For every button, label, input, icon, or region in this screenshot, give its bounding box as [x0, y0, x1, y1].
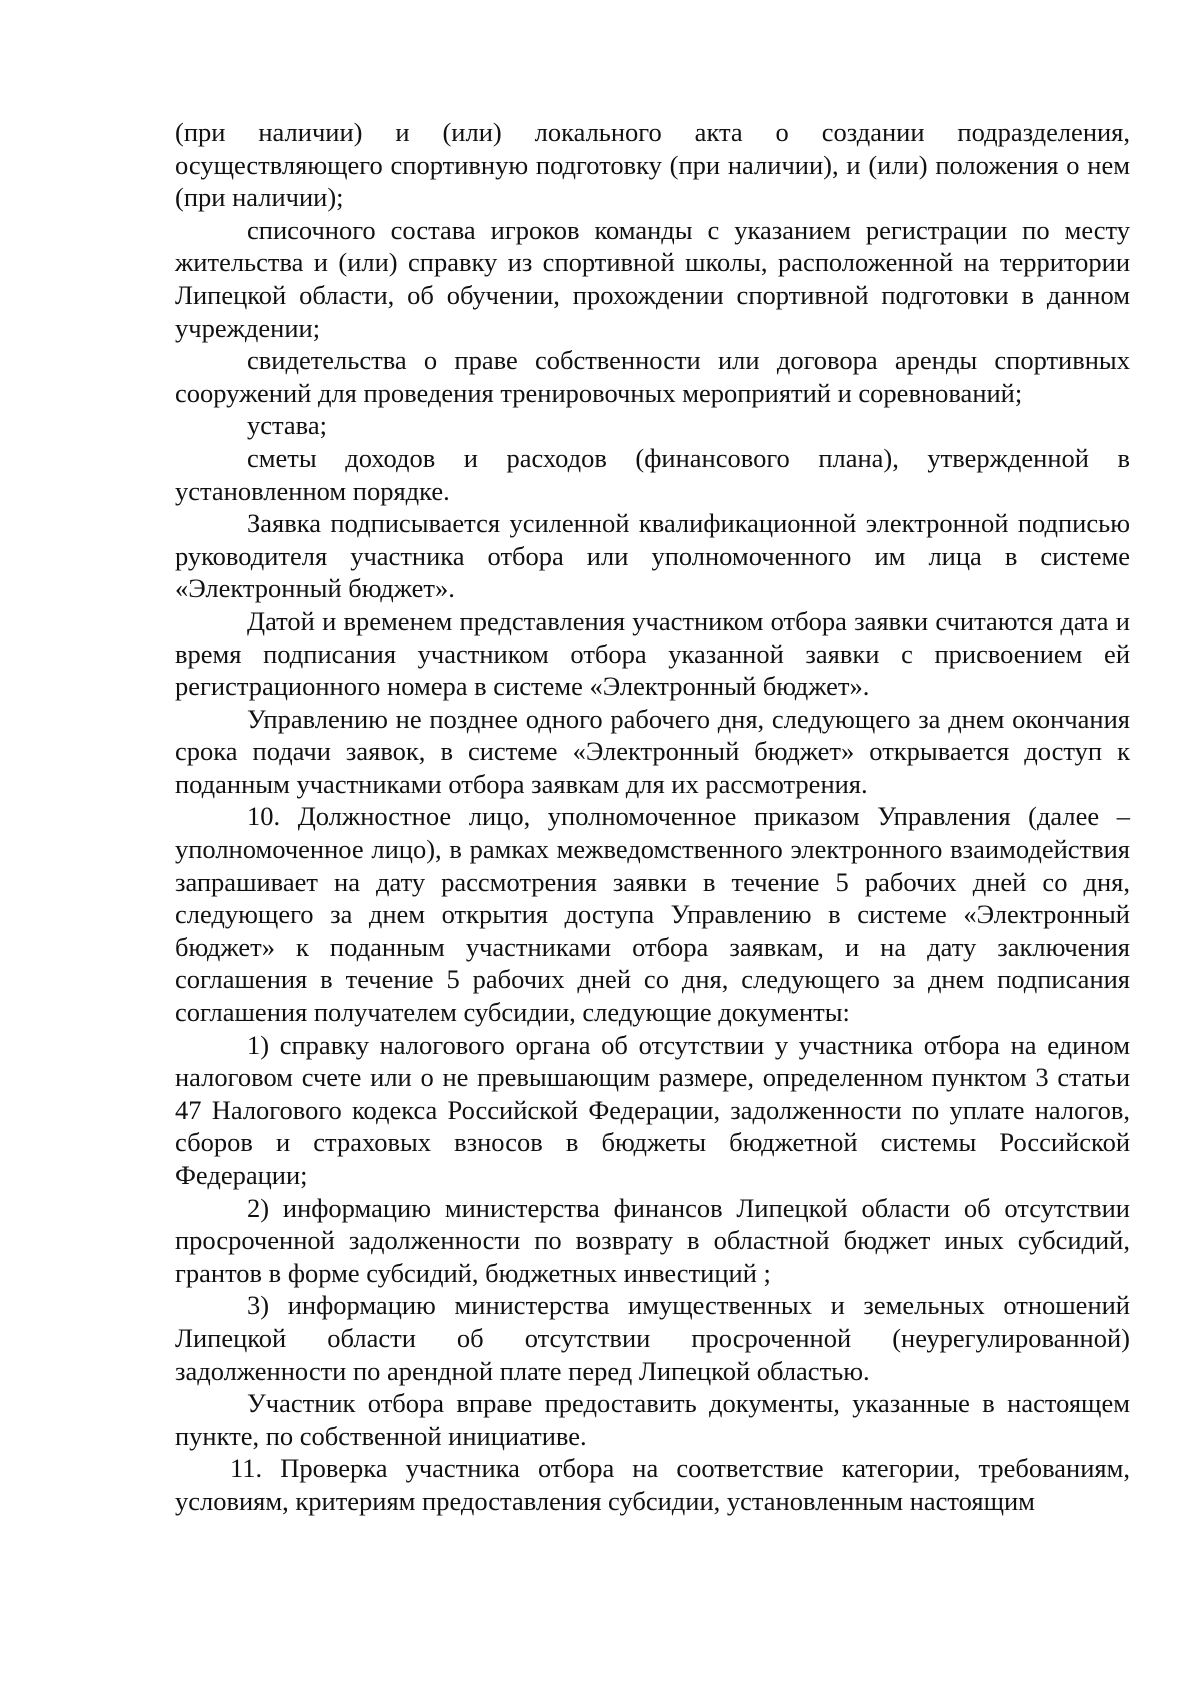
paragraph-own-initiative: Участник отбора вправе предоставить документы, указанные в настоящем пункте, по собственной инициативе. — [175, 1388, 1130, 1451]
paragraph-item-11: 11. Проверка участника отбора на соответствие категории, требованиям, условиям, критериям предоставления субсидии, установленным настоящим — [175, 1453, 1130, 1516]
paragraph-item-10: 10. Должностное лицо, уполномоченное приказом Управления (далее – уполномоченное лицо), в рамках межведомственного электронного взаимодействия запрашивает на дату рассмотрения заявки в течение 5 рабочих дней со дня, следующего за днем открытия доступа Управлению в системе «Электронный бюджет» к поданным участниками отбора заявкам, и на дату заключения соглашения в течение 5 рабочих дней со дня, следующего за днем подписания соглашения получателем субсидии, следующие документы: — [175, 801, 1130, 1028]
document-body — [175, 116, 1130, 1518]
paragraph-ownership-certificate: свидетельства о праве собственности или договора аренды спортивных сооружений для проведения тренировочных мероприятий и соревнований; — [175, 345, 1130, 408]
paragraph-team-roster: списочного состава игроков команды с указанием регистрации по месту жительства и (или) справку из спортивной школы, расположенной на территории Липецкой области, об обучении, прохождении спортивной подготовки в данном учреждении; — [175, 214, 1130, 343]
paragraph-continuation: (при наличии) и (или) локального акта о создании подразделения, осуществляющего спортивную подготовку (при наличии), и (или) положения о нем (при наличии); — [175, 117, 1130, 213]
paragraph-subitem-2: 2) информацию министерства финансов Липецкой области об отсутствии просроченной задолженности по возврату в областной бюджет иных субсидий, грантов в форме субсидий, бюджетных инвестиций ; — [175, 1192, 1130, 1288]
paragraph-charter: устава; — [247, 410, 327, 441]
paragraph-subitem-3: 3) информацию министерства имущественных и земельных отношений Липецкой области об отсутствии просроченной (неурегулированной) задолженности по арендной плате перед Липецкой областью. — [175, 1290, 1130, 1386]
paragraph-budget-estimate: сметы доходов и расходов (финансового плана), утвержденной в установленном порядке. — [175, 442, 1130, 506]
paragraph-subitem-1: 1) справку налогового органа об отсутствии у участника отбора на едином налоговом счете или о не превышающим размере, определенном пунктом 3 статьи 47 Налогового кодекса Российской Федерации, задолженности по уплате налогов, сборов и страховых взносов в бюджеты бюджетной системы Российской Федерации; — [175, 1029, 1130, 1190]
paragraph-submission-date: Датой и временем представления участником отбора заявки считаются дата и время подписания участником отбора указанной заявки с присвоением ей регистрационного номера в системе «Электронный бюджет». — [175, 605, 1130, 702]
paragraph-signature: Заявка подписывается усиленной квалификационной электронной подписью руководителя участника отбора или уполномоченного им лица в системе «Электронный бюджет». — [175, 508, 1130, 604]
paragraph-access-opening: Управлению не позднее одного рабочего дня, следующего за днем окончания срока подачи заявок, в системе «Электронный бюджет» открывается доступ к поданным участниками отбора заявкам для их рассмотрения. — [175, 703, 1130, 799]
